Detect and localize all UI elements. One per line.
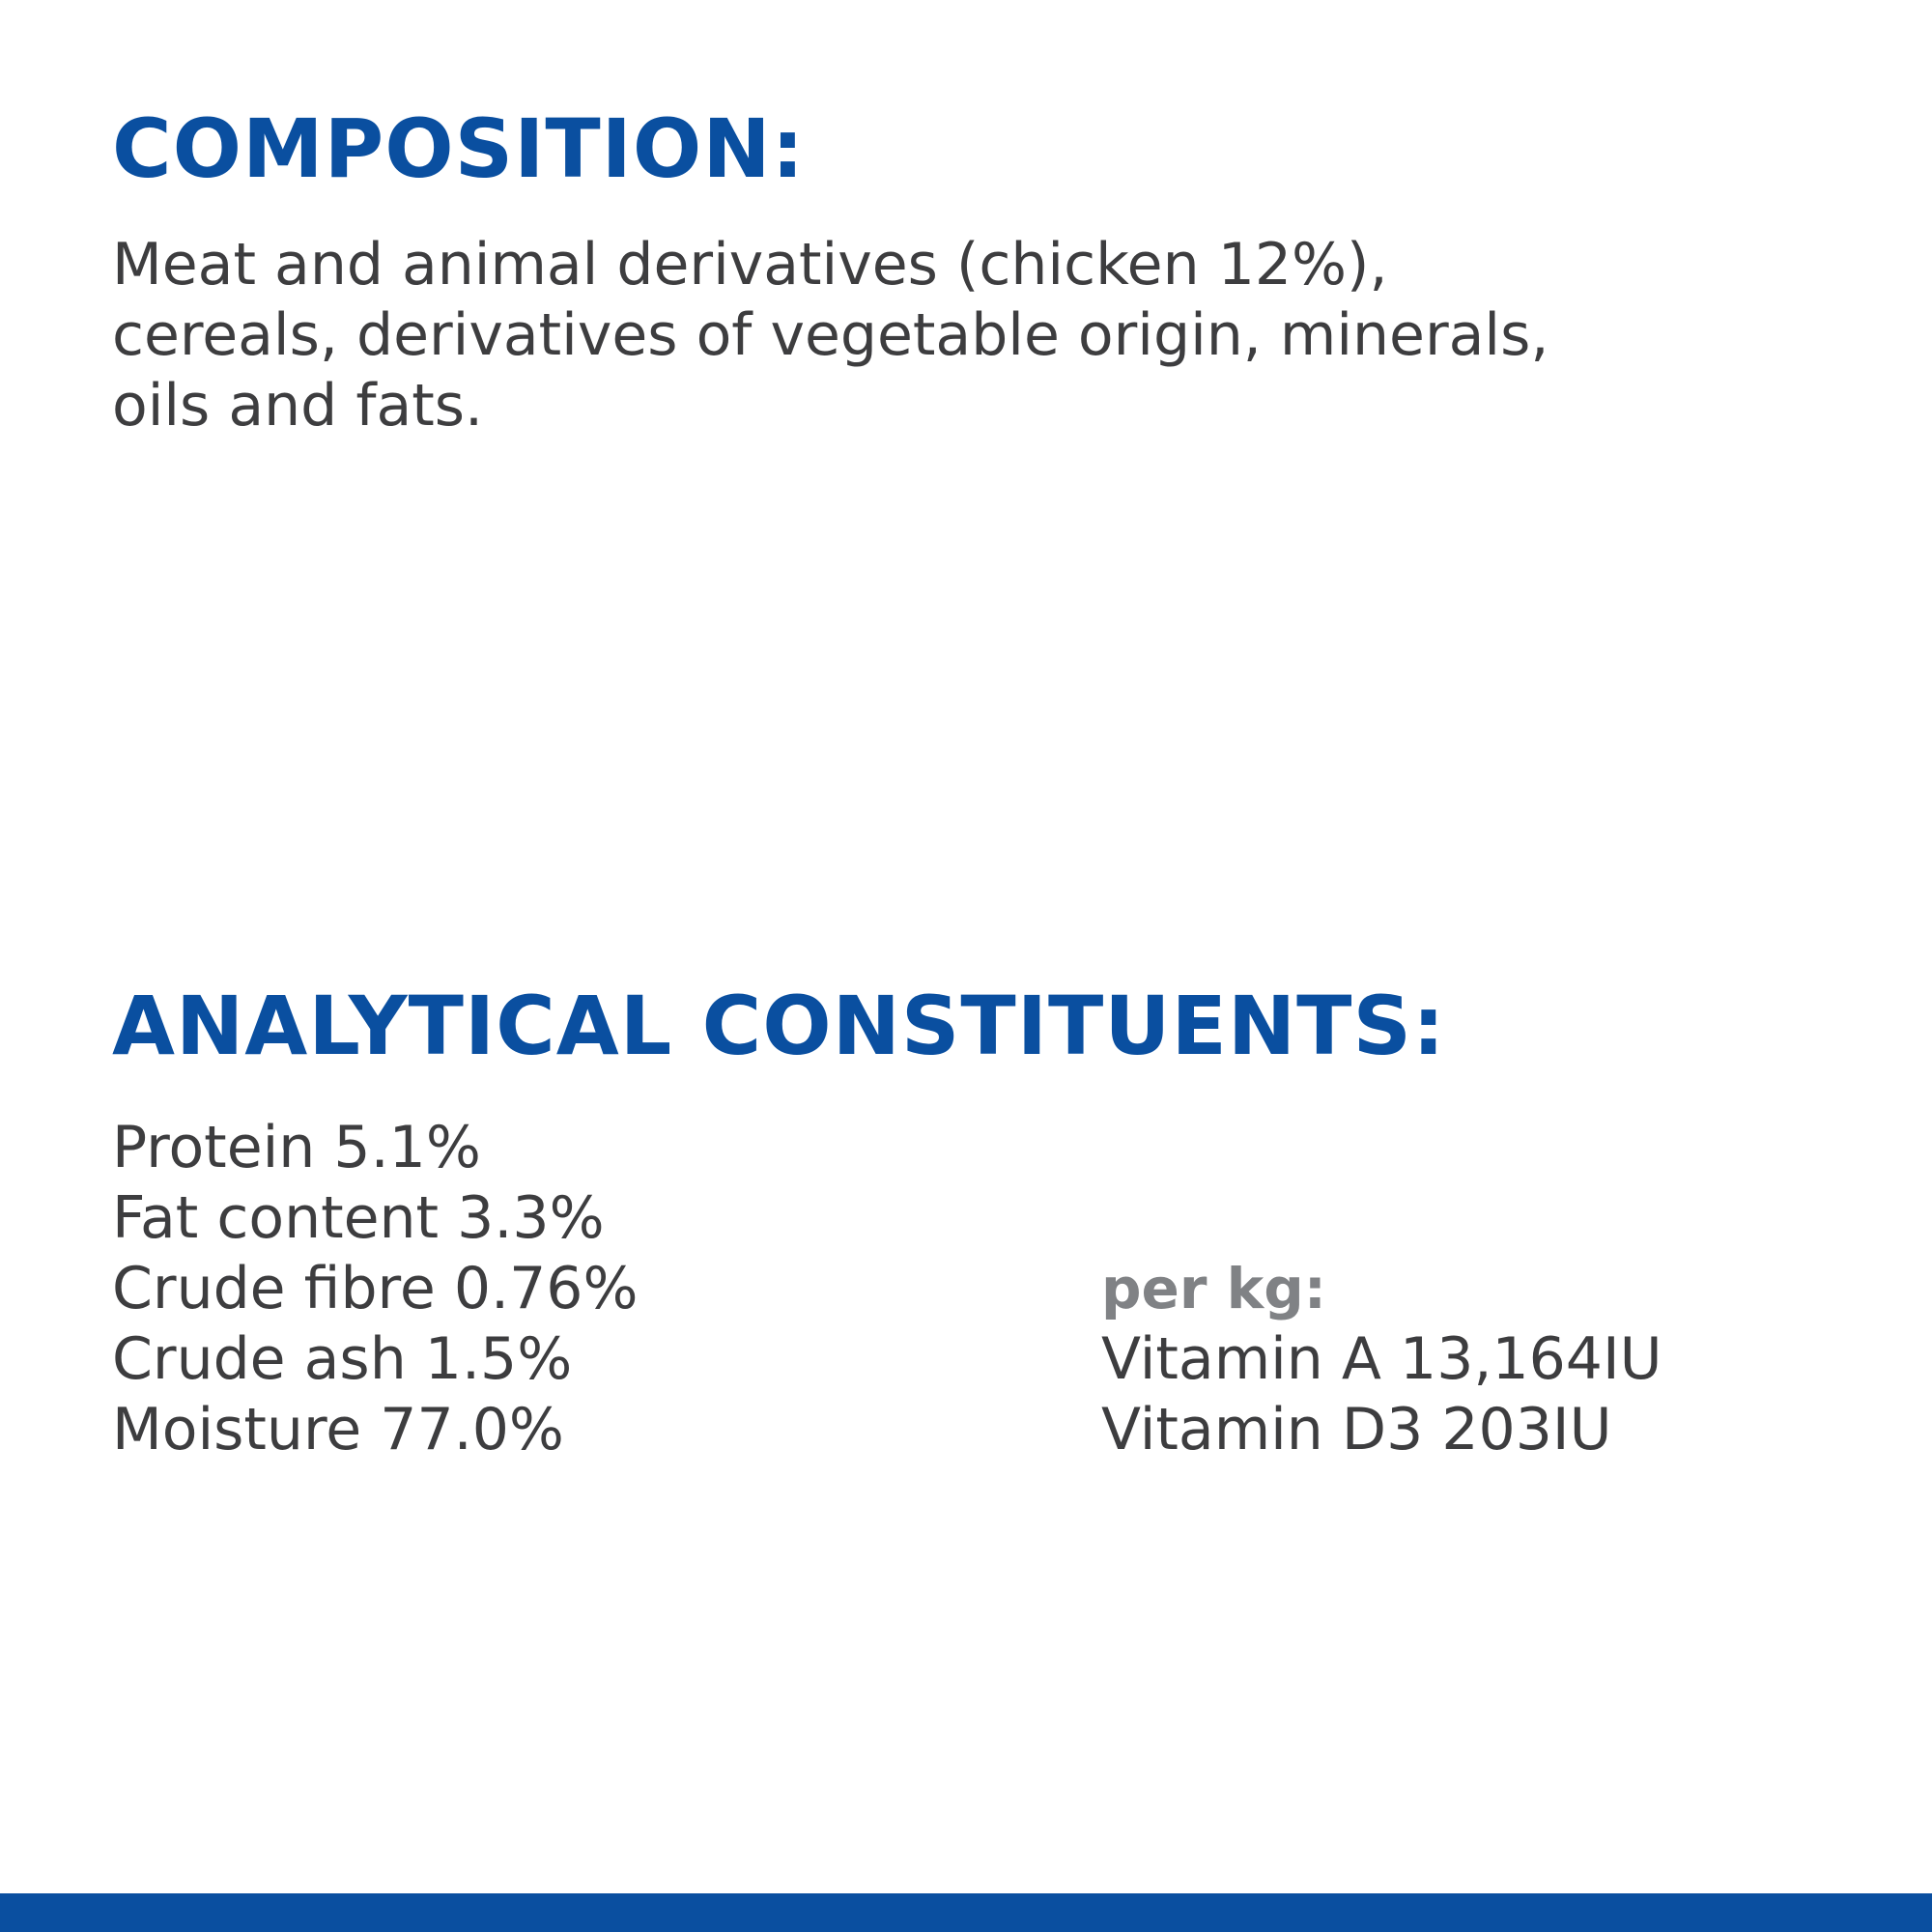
- constituent-moisture: Moisture 77.0%: [112, 1396, 564, 1463]
- vitamin-a: Vitamin A 13,164IU: [1101, 1325, 1662, 1393]
- footer-bar: [0, 1893, 1932, 1932]
- constituent-crude-fibre: Crude fibre 0.76%: [112, 1255, 639, 1322]
- composition-line: oils and fats.: [112, 372, 484, 440]
- constituent-crude-ash: Crude ash 1.5%: [112, 1325, 573, 1393]
- per-kg-label: per kg:: [1101, 1256, 1326, 1321]
- composition-line: Meat and animal derivatives (chicken 12%),: [112, 231, 1388, 298]
- constituent-protein: Protein 5.1%: [112, 1114, 481, 1181]
- composition-line: cereals, derivatives of vegetable origin, minerals,: [112, 301, 1549, 369]
- analytical-constituents-heading: ANALYTICAL CONSTITUENTS:: [112, 979, 1446, 1073]
- vitamins-block: [1101, 1254, 1662, 1465]
- constituents-list: [112, 1113, 638, 1465]
- composition-text: [112, 230, 1841, 441]
- constituent-fat-content: Fat content 3.3%: [112, 1184, 605, 1252]
- composition-heading: COMPOSITION:: [112, 101, 806, 196]
- vitamin-d3: Vitamin D3 203IU: [1101, 1396, 1612, 1463]
